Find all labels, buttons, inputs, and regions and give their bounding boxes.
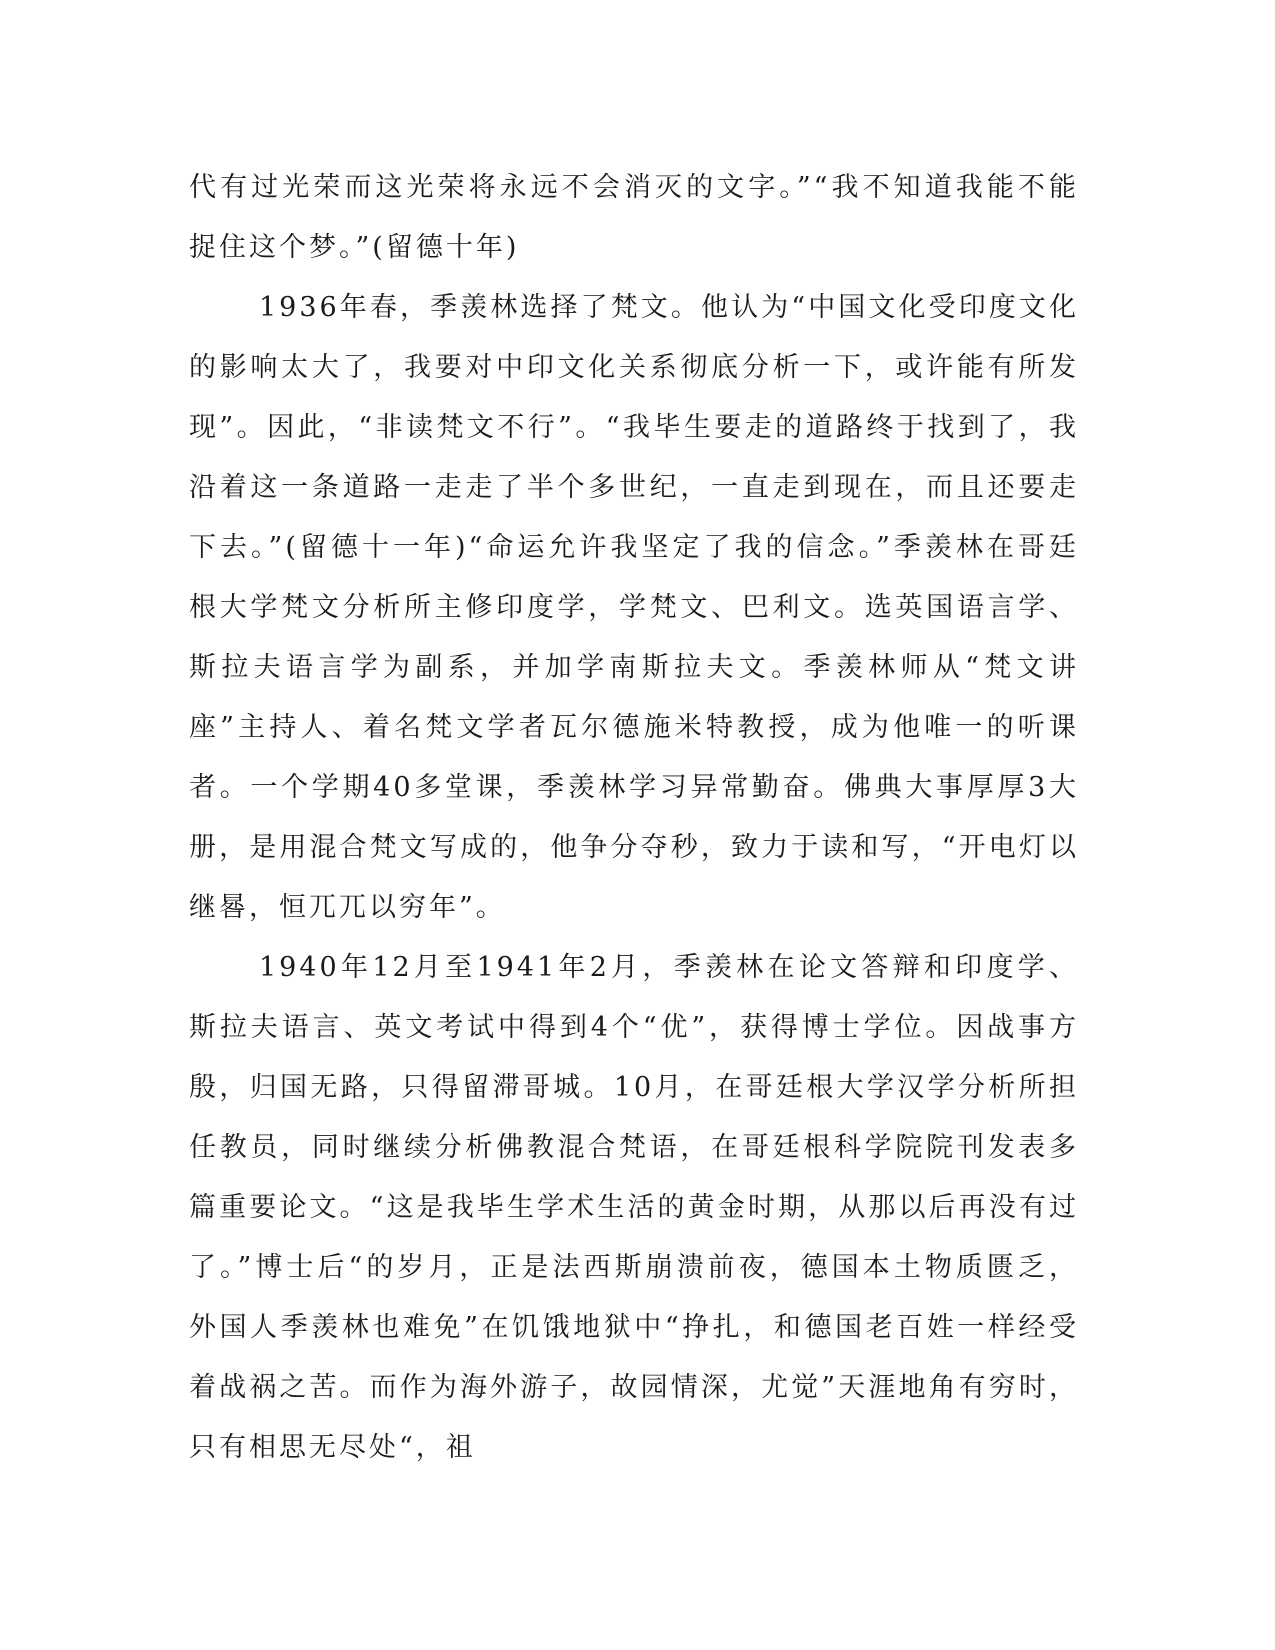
paragraph-continuation: 代有过光荣而这光荣将永远不会消灭的文字。”“我不知道我能不能捉住这个梦。”(留德十年) [189, 172, 1079, 263]
paragraph-doctorate: 1940年12月至1941年2月，季羡林在论文答辩和印度学、斯拉夫语言、英文考试中得到4个“优”，获得博士学位。因战事方殷，归国无路，只得留滞哥城。10月，在哥廷根大学汉学分析所担任教员，同时继续分析佛教混合梵语，在哥廷根科学院院刊发表多篇重要论文。“这是我毕生学术生活的黄金时期，从那以后再没有过了。”博士后“的岁月，正是法西斯崩溃前夜，德国本土物质匮乏，外国人季羡林也难免”在饥饿地狱中“挣扎，和德国老百姓一样经受着战祸之苦。而作为海外游子，故园情深，尤觉”天涯地角有穷时，只有相思无尽处“，祖 [189, 952, 1079, 1463]
document-body [189, 158, 1079, 1478]
paragraph-sanskrit-study: 1936年春，季羡林选择了梵文。他认为“中国文化受印度文化的影响太大了，我要对中印文化关系彻底分析一下，或许能有所发现”。因此，“非读梵文不行”。“我毕生要走的道路终于找到了，我沿着这一条道路一走走了半个多世纪，一直走到现在，而且还要走下去。”(留德十一年)“命运允许我坚定了我的信念。”季羡林在哥廷根大学梵文分析所主修印度学，学梵文、巴利文。选英国语言学、斯拉夫语言学为副系，并加学南斯拉夫文。季羡林师从“梵文讲座”主持人、着名梵文学者瓦尔德施米特教授，成为他唯一的听课者。一个学期40多堂课，季羡林学习异常勤奋。佛典大事厚厚3大册，是用混合梵文写成的，他争分夺秒，致力于读和写，“开电灯以继晷，恒兀兀以穷年”。 [189, 292, 1079, 923]
